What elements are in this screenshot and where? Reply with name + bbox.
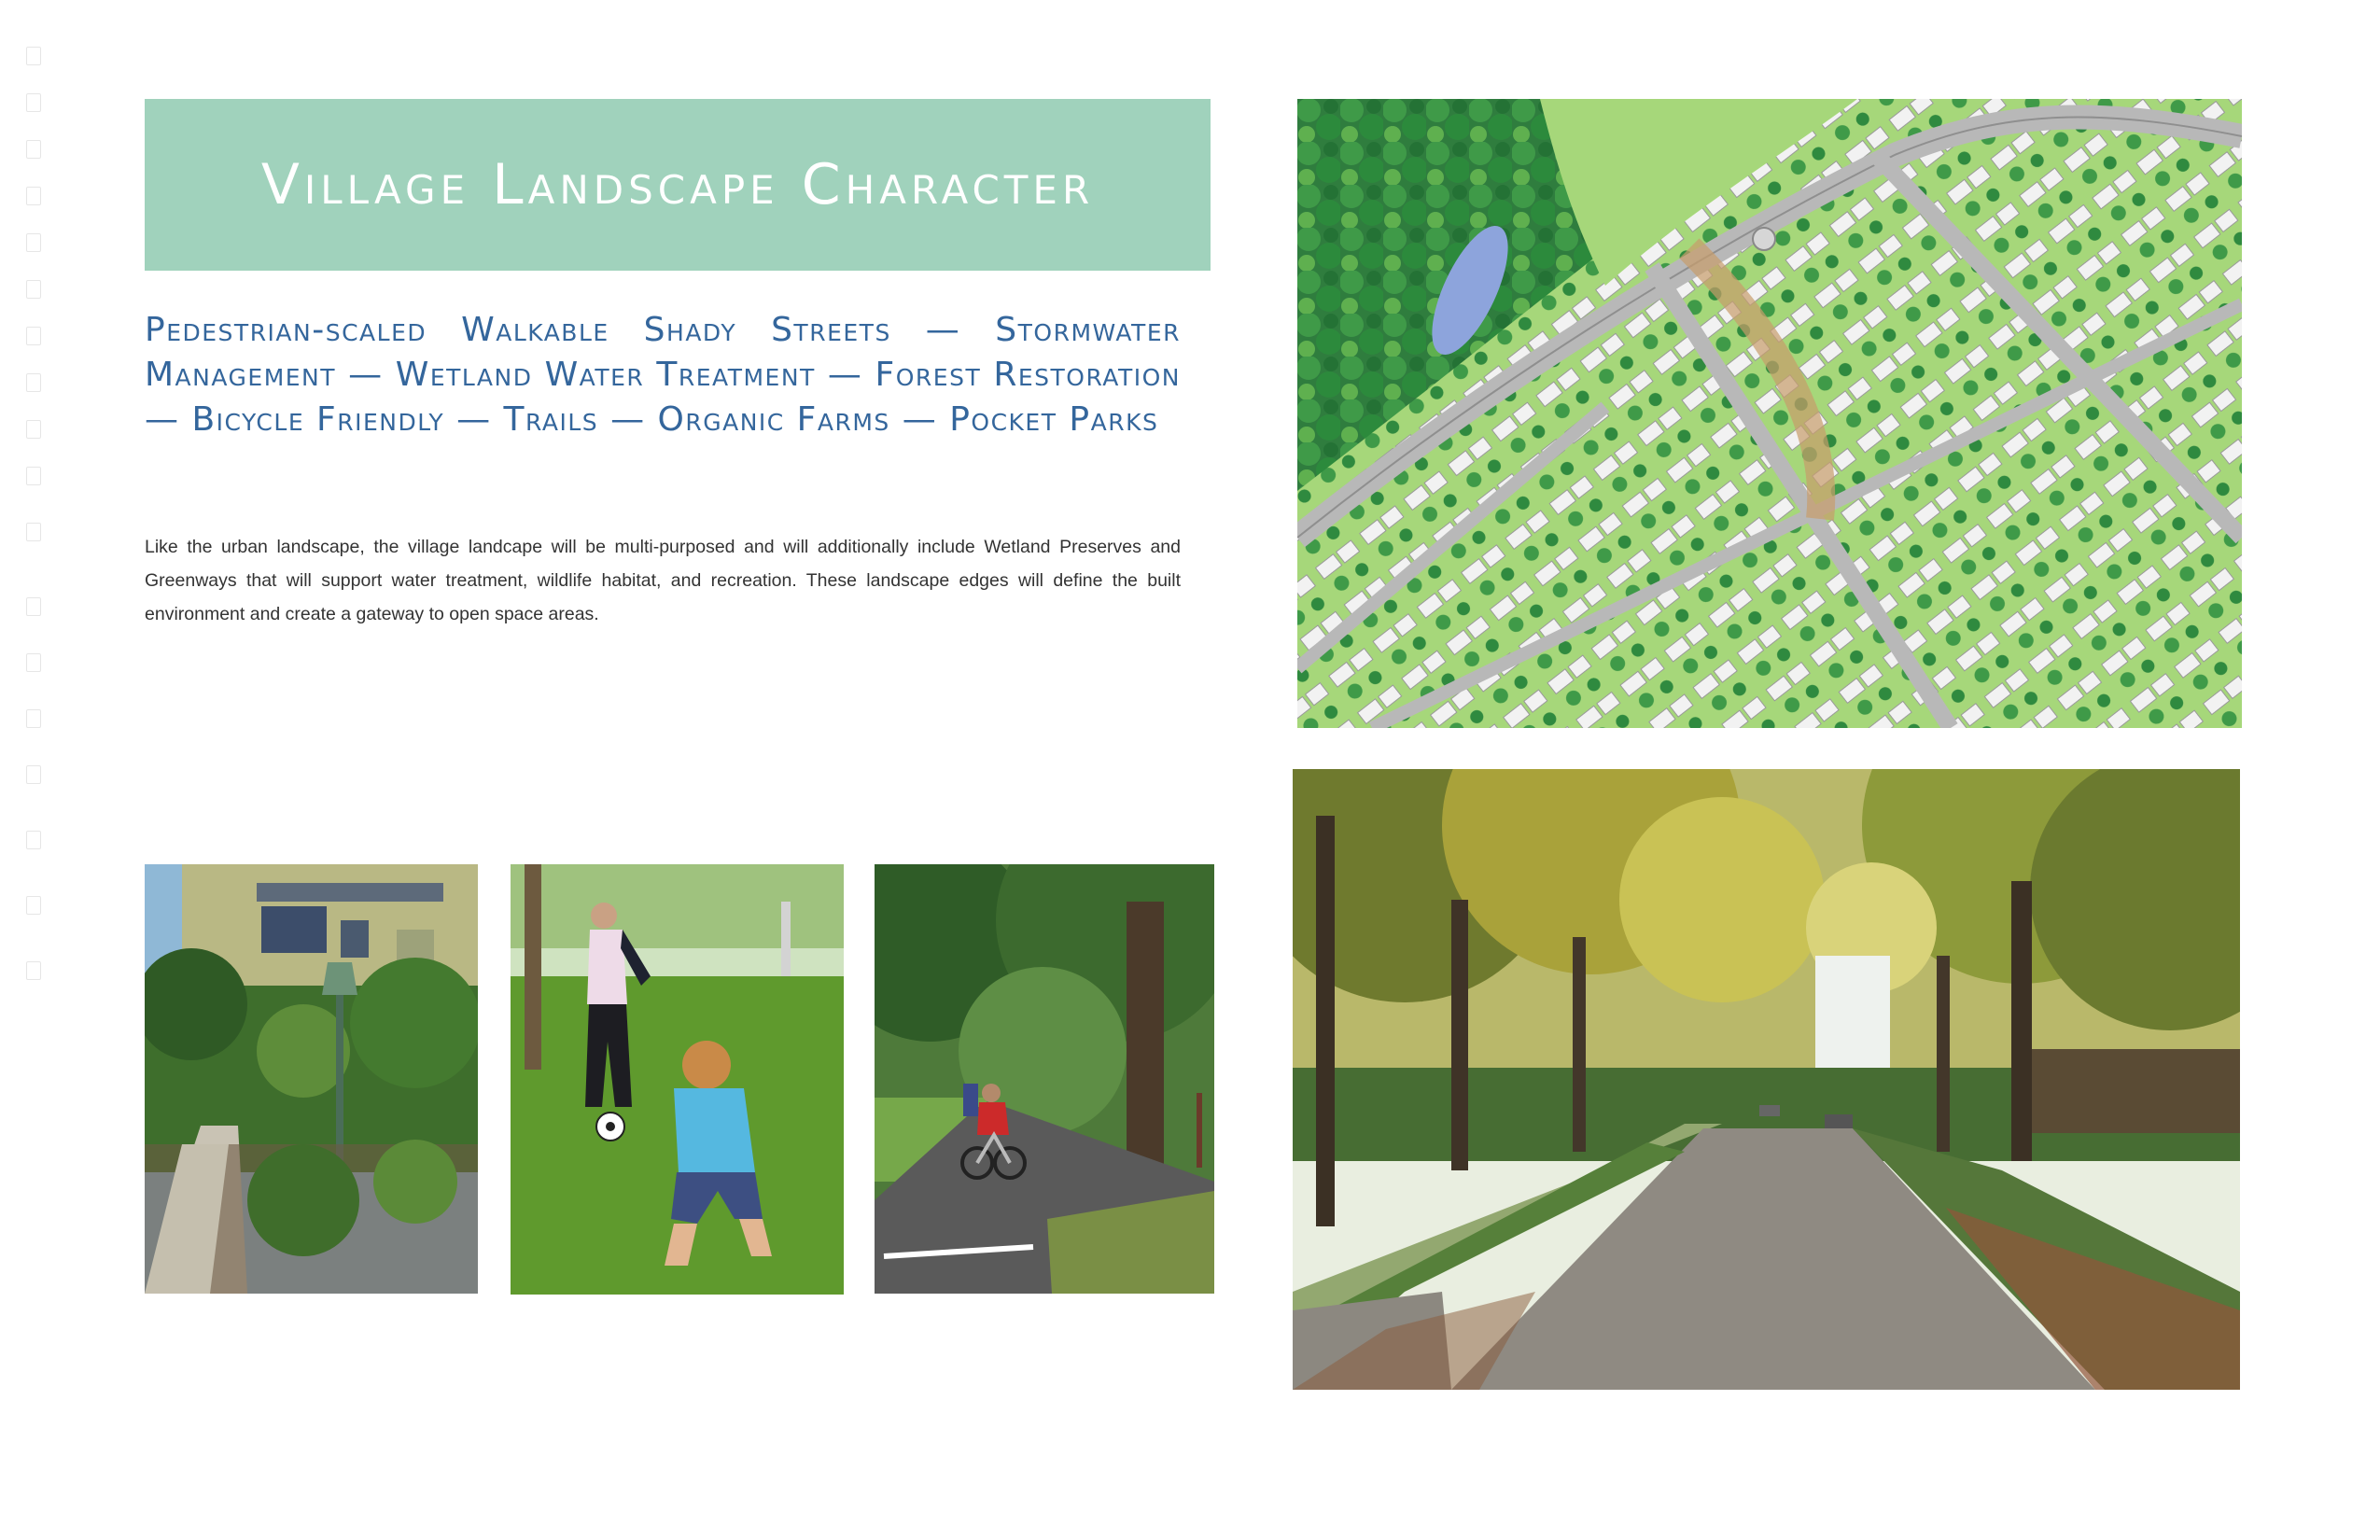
trail-cyclists-photo	[875, 864, 1214, 1294]
autumn-street-photo	[1293, 769, 2240, 1390]
title-banner	[145, 99, 1211, 271]
house-garden-photo	[145, 864, 478, 1294]
scan-binding-marks	[19, 37, 56, 1437]
soccer-play-photo	[511, 864, 844, 1295]
page-title: Village Landscape Character	[260, 152, 1095, 217]
site-plan-image	[1297, 99, 2242, 728]
keywords-heading: Pedestrian-scaled Walkable Shady Streets — Stormwater Management — Wetland Water Treatment — Forest Restoration — Bicycle Friendly — Trails — Organic Farms — Pocket Parks	[145, 311, 1181, 439]
body-paragraph: Like the urban landscape, the village landcape will be multi-purposed and will additionally include Wetland Preserves and Greenways that will support water treatment, wildlife habitat, and recreation. These landscape edges will define the built environment and create a gateway to open space areas.	[145, 537, 1181, 624]
